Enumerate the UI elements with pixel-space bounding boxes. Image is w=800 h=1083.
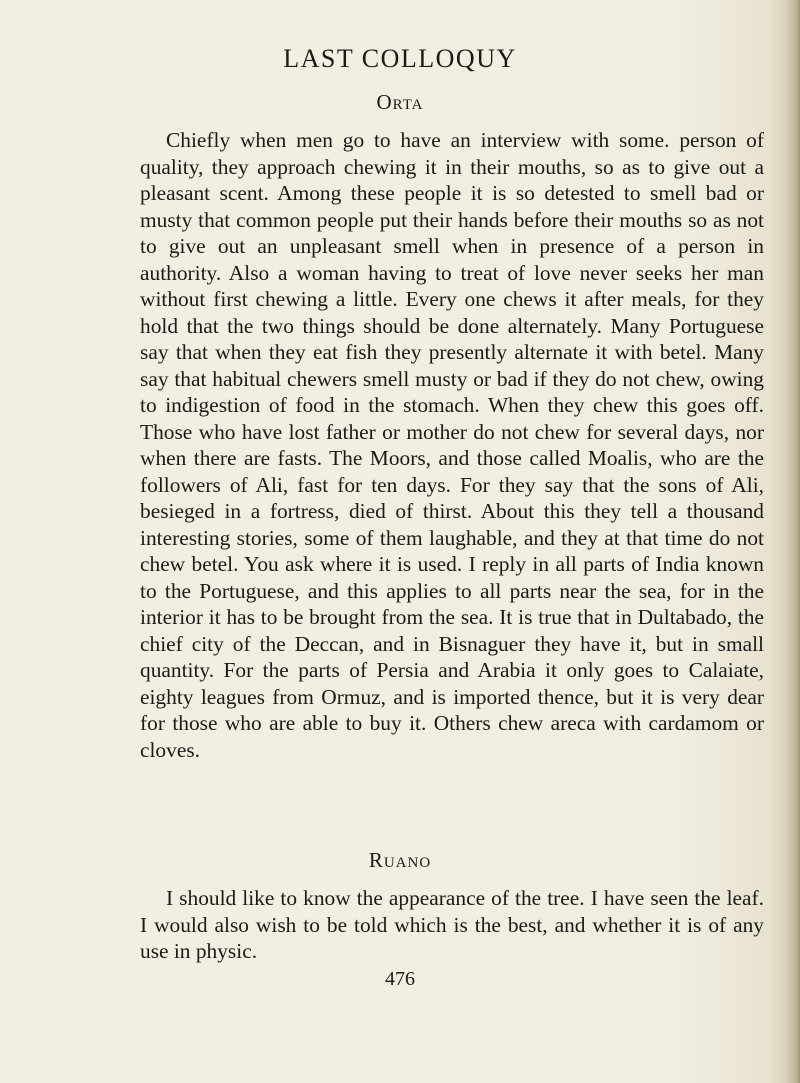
orta-speech [140, 127, 764, 763]
running-title: LAST COLLOQUY [283, 44, 517, 73]
page-edge-shadow [786, 0, 800, 1083]
page-number: 476 [385, 968, 415, 990]
speaker-orta: Orta [376, 90, 424, 114]
ruano-speech [140, 885, 764, 965]
speaker-ruano: Ruano [368, 848, 432, 872]
ruano-paragraph: I should like to know the appearance of the tree. I have seen the leaf. I would also wish to be told which is the best, and whether it is of any use in physic. [140, 886, 764, 963]
orta-paragraph: Chiefly when men go to have an interview with some. person of quality, they approach chewing it in their mouths, so as to give out a pleasant scent. Among these people it is so detested to smell bad or musty that common people put their hands before their mouths so as not to give out an unpleasant smell when in presence of a person in authority. Also a woman having to treat of love never seeks her man without first chewing a little. Every one chews it after meals, for they hold that the two things should be done alternately. Many Portuguese say that when they eat fish they presently alternate it with betel. Many say that habitual chewers smell musty or bad if they do not chew, owing to indigestion of food in the stomach. When they chew this goes off. Those who have lost father or mother do not chew for several days, nor when there are fasts. The Moors, and those called Moalis, who are the followers of Ali, fast for ten days. For they say that the sons of Ali, besieged in a fortress, died of thirst. About this they tell a thousand interesting stories, some of them laughable, and they at that time do not chew betel. You ask where it is used. I reply in all parts of India known to the Portuguese, and this applies to all parts near the sea, for in the interior it has to be brought from the sea. It is true that in Dultabado, the chief city of the Deccan, and in Bisnaguer they have it, but in small quantity. For the parts of Persia and Arabia it only goes to Calaiate, eighty leagues from Ormuz, and is imported thence, but it is very dear for those who are able to buy it. Others chew areca with cardamom or cloves. [140, 128, 764, 762]
